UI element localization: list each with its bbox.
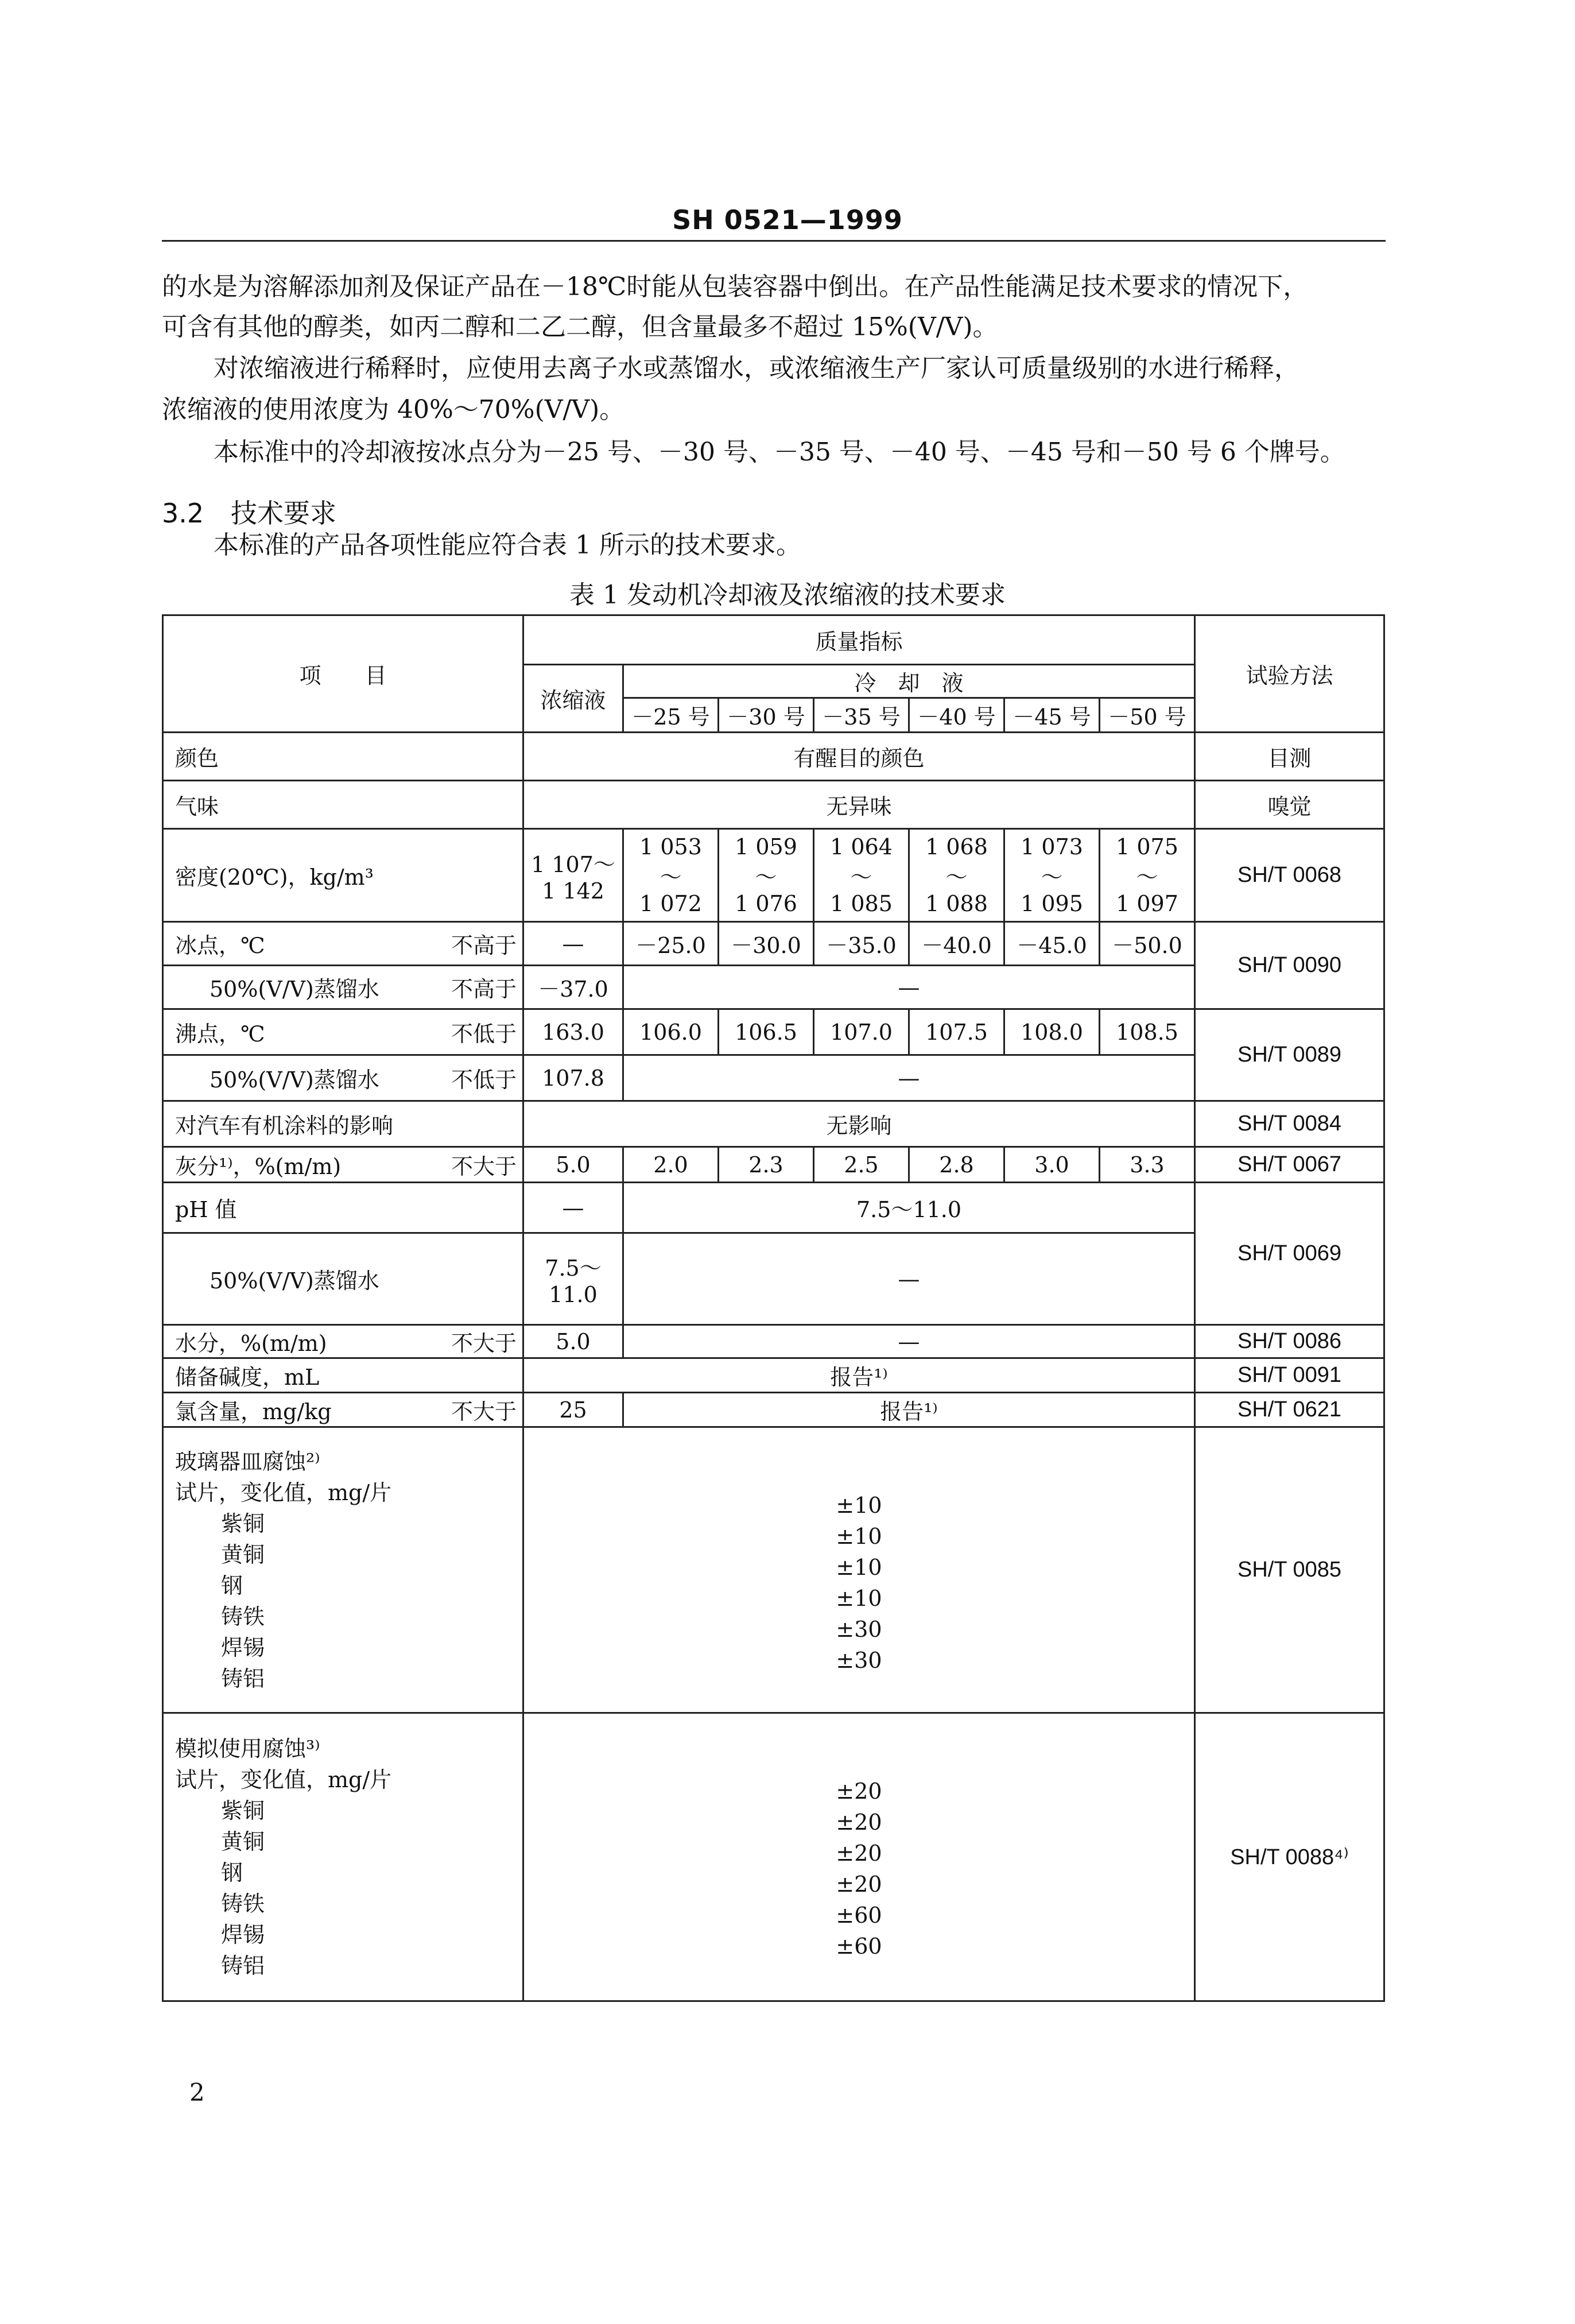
row-label: 颜色 — [163, 733, 523, 781]
value-line: 1 059～ — [735, 834, 797, 890]
table-row — [163, 1713, 1384, 2001]
cell-value: 无影响 — [523, 1101, 1195, 1147]
row-label: 对汽车有机涂料的影响 — [163, 1101, 523, 1147]
table-row — [163, 1147, 1384, 1183]
cell-value: 报告¹⁾ — [623, 1393, 1195, 1427]
table-row — [163, 829, 1384, 922]
cell-value: 有醒目的颜色 — [523, 733, 1195, 781]
limit-text: 不低于 — [451, 1067, 517, 1093]
row-label: 储备碱度，mL — [163, 1358, 523, 1393]
value-line: ±10 — [836, 1493, 882, 1518]
label-text: 玻璃器皿腐蚀²⁾ — [175, 1448, 320, 1474]
row-label — [163, 1325, 523, 1358]
label-text: 沸点，℃ — [175, 1021, 265, 1047]
paragraph-line: 的水是为溶解添加剂及保证产品在－18℃时能从包装容器中倒出。在产品性能满足技术要求的情况下， — [162, 272, 1309, 301]
cell-value — [523, 1713, 1195, 2001]
label-text: 氯含量，mg/kg — [175, 1399, 332, 1424]
cell-value: －25.0 — [623, 922, 719, 966]
metal-label: 焊锡 — [221, 1922, 265, 1947]
cell-method: SH/T 0069 — [1195, 1183, 1384, 1325]
row-label — [163, 1713, 523, 2001]
cell-value — [523, 829, 623, 922]
table-row — [163, 1393, 1384, 1427]
metal-label: 铸铝 — [221, 1953, 265, 1978]
paragraph-line: 本标准的产品各项性能应符合表 1 所示的技术要求。 — [214, 530, 801, 560]
header-item: 项 目 — [163, 615, 523, 733]
header-grade: －40 号 — [909, 698, 1004, 733]
row-label: 密度(20℃)，kg/m³ — [163, 829, 523, 922]
table-header-row — [163, 615, 1384, 665]
cell-value: 3.0 — [1004, 1147, 1100, 1183]
row-label — [163, 1393, 523, 1427]
row-label: 气味 — [163, 781, 523, 829]
value-line: 1 095 — [1021, 891, 1083, 916]
cell-method: SH/T 0084 — [1195, 1101, 1384, 1147]
value-line: ±10 — [836, 1555, 882, 1580]
value-line: ±30 — [836, 1617, 882, 1642]
paragraph-line: 可含有其他的醇类，如丙二醇和二乙二醇，但含量最多不超过 15%(V/V)。 — [162, 312, 998, 342]
cell-method: SH/T 0091 — [1195, 1358, 1384, 1393]
row-label — [163, 1055, 523, 1101]
cell-value: — — [523, 1183, 623, 1233]
limit-text: 不大于 — [451, 1399, 517, 1424]
value-line: 1 068～ — [925, 834, 988, 890]
paragraph-line: 本标准中的冷却液按冰点分为－25 号、－30 号、－35 号、－40 号、－45 号和－50 号 6 个牌号。 — [214, 437, 1345, 467]
value-line: 1 088 — [925, 891, 988, 916]
cell-value: －35.0 — [814, 922, 909, 966]
limit-text: 不大于 — [451, 1331, 517, 1356]
paragraph-line: 浓缩液的使用浓度为 40%～70%(V/V)。 — [162, 395, 625, 424]
value-line: ±20 — [836, 1841, 882, 1866]
table-row — [163, 1101, 1384, 1147]
value-line: 1 073～ — [1021, 834, 1083, 890]
cell-value: 107.5 — [909, 1009, 1004, 1055]
header-grade: －45 号 — [1004, 698, 1100, 733]
cell-value — [523, 1233, 623, 1325]
limit-text: 不高于 — [451, 933, 517, 958]
value-line: 1 107～ — [531, 852, 615, 877]
value-line: ±30 — [836, 1648, 882, 1673]
metal-label: 铸铁 — [221, 1891, 265, 1916]
table-row — [163, 922, 1384, 966]
header-method: 试验方法 — [1195, 615, 1384, 733]
section-number: 3.2 — [162, 498, 204, 529]
cell-value: — — [623, 1233, 1195, 1325]
row-label: pH 值 — [163, 1183, 523, 1233]
cell-value — [1100, 829, 1195, 922]
header-rule — [162, 240, 1386, 242]
cell-value: 报告¹⁾ — [523, 1358, 1195, 1393]
label-text: 模拟使用腐蚀³⁾ — [175, 1736, 320, 1761]
cell-value — [909, 829, 1004, 922]
table-row — [163, 1325, 1384, 1358]
cell-value: 2.0 — [623, 1147, 719, 1183]
metal-label: 铸铁 — [221, 1603, 265, 1629]
value-line: 11.0 — [549, 1282, 598, 1307]
value-line: 1 053～ — [639, 834, 702, 890]
header-grade: －25 号 — [623, 698, 719, 733]
cell-value — [814, 829, 909, 922]
cell-value: 5.0 — [523, 1325, 623, 1358]
spec-table — [162, 614, 1385, 2002]
row-label — [163, 1427, 523, 1713]
cell-method: SH/T 0068 — [1195, 829, 1384, 922]
value-line: ±20 — [836, 1872, 882, 1897]
cell-value: 2.3 — [719, 1147, 814, 1183]
label-text: 50%(V/V)蒸馏水 — [210, 977, 379, 1002]
label-text: 50%(V/V)蒸馏水 — [210, 1268, 379, 1293]
cell-value — [1004, 829, 1100, 922]
row-label — [163, 1009, 523, 1055]
cell-value: －45.0 — [1004, 922, 1100, 966]
value-line: 1 142 — [542, 878, 604, 904]
section-heading — [162, 493, 336, 530]
value-line: 1 064～ — [830, 834, 893, 890]
value-line: 1 072 — [639, 891, 702, 916]
header-grade: －35 号 — [814, 698, 909, 733]
cell-method: 目测 — [1195, 733, 1384, 781]
value-line: 1 085 — [830, 891, 893, 916]
page-number: 2 — [189, 2078, 205, 2106]
row-label — [163, 1233, 523, 1325]
header-grade: －50 号 — [1100, 698, 1195, 733]
metal-label: 焊锡 — [221, 1634, 265, 1660]
cell-value — [719, 829, 814, 922]
value-line: ±20 — [836, 1779, 882, 1804]
cell-value — [623, 829, 719, 922]
metal-label: 紫铜 — [221, 1510, 265, 1536]
cell-method: SH/T 0085 — [1195, 1427, 1384, 1713]
label-text: 试片，变化值，mg/片 — [175, 1767, 392, 1792]
table-row — [163, 1427, 1384, 1713]
document-code: SH 0521—1999 — [672, 204, 903, 235]
label-text: 水分，%(m/m) — [175, 1331, 327, 1356]
table-row — [163, 781, 1384, 829]
cell-method: SH/T 0090 — [1195, 922, 1384, 1009]
value-line: ±10 — [836, 1586, 882, 1611]
cell-value: 108.0 — [1004, 1009, 1100, 1055]
cell-value — [523, 1427, 1195, 1713]
paragraph-line: 对浓缩液进行稀释时，应使用去离子水或蒸馏水，或浓缩液生产厂家认可质量级别的水进行稀释， — [214, 354, 1299, 383]
cell-value: — — [623, 1325, 1195, 1358]
value-line: 1 097 — [1116, 891, 1178, 916]
table-row — [163, 1009, 1384, 1055]
header-quality: 质量指标 — [523, 615, 1195, 665]
cell-value: －30.0 — [719, 922, 814, 966]
cell-value: 106.5 — [719, 1009, 814, 1055]
cell-value: 3.3 — [1100, 1147, 1195, 1183]
cell-value: 5.0 — [523, 1147, 623, 1183]
cell-value: －50.0 — [1100, 922, 1195, 966]
metal-label: 紫铜 — [221, 1798, 265, 1823]
cell-method: SH/T 0086 — [1195, 1325, 1384, 1358]
value-line: ±20 — [836, 1810, 882, 1835]
metal-label: 钢 — [221, 1860, 243, 1885]
cell-value: 25 — [523, 1393, 623, 1427]
value-line: 1 076 — [735, 891, 797, 916]
label-text: 50%(V/V)蒸馏水 — [210, 1067, 379, 1093]
value-line: 7.5～ — [545, 1256, 602, 1281]
cell-value: 无异味 — [523, 781, 1195, 829]
cell-value: 106.0 — [623, 1009, 719, 1055]
cell-value: — — [523, 922, 623, 966]
header-coolant: 冷 却 液 — [623, 665, 1195, 698]
cell-value: 163.0 — [523, 1009, 623, 1055]
label-text: 灰分¹⁾，%(m/m) — [175, 1154, 342, 1179]
metal-label: 钢 — [221, 1572, 243, 1598]
cell-value: 107.0 — [814, 1009, 909, 1055]
header-grade: －30 号 — [719, 698, 814, 733]
value-line: ±10 — [836, 1524, 882, 1549]
cell-value: 107.8 — [523, 1055, 623, 1101]
limit-text: 不低于 — [451, 1021, 517, 1047]
limit-text: 不高于 — [451, 977, 517, 1002]
value-line: ±60 — [836, 1903, 882, 1928]
cell-value: 2.8 — [909, 1147, 1004, 1183]
header-concentrate: 浓缩液 — [523, 665, 623, 733]
cell-value: －37.0 — [523, 966, 623, 1009]
value-line: 1 075～ — [1116, 834, 1178, 890]
label-text: 冰点，℃ — [175, 933, 265, 958]
row-label — [163, 966, 523, 1009]
metal-label: 铸铝 — [221, 1665, 265, 1691]
metal-label: 黄铜 — [221, 1541, 265, 1567]
cell-method: SH/T 0089 — [1195, 1009, 1384, 1101]
cell-method: SH/T 0067 — [1195, 1147, 1384, 1183]
cell-method: SH/T 0088⁴⁾ — [1195, 1713, 1384, 2001]
value-line: ±60 — [836, 1934, 882, 1959]
row-label — [163, 1147, 523, 1183]
table-row — [163, 733, 1384, 781]
label-text: 试片，变化值，mg/片 — [175, 1479, 392, 1505]
metal-label: 黄铜 — [221, 1829, 265, 1854]
section-title: 技术要求 — [231, 498, 336, 529]
cell-method: 嗅觉 — [1195, 781, 1384, 829]
cell-value: －40.0 — [909, 922, 1004, 966]
table-caption: 表 1 发动机冷却液及浓缩液的技术要求 — [569, 580, 1006, 610]
cell-method: SH/T 0621 — [1195, 1393, 1384, 1427]
table-row — [163, 1183, 1384, 1233]
cell-value: — — [623, 966, 1195, 1009]
limit-text: 不大于 — [451, 1154, 517, 1179]
cell-value: 7.5～11.0 — [623, 1183, 1195, 1233]
table-row — [163, 1358, 1384, 1393]
row-label — [163, 922, 523, 966]
cell-value: 108.5 — [1100, 1009, 1195, 1055]
cell-value: — — [623, 1055, 1195, 1101]
cell-value: 2.5 — [814, 1147, 909, 1183]
